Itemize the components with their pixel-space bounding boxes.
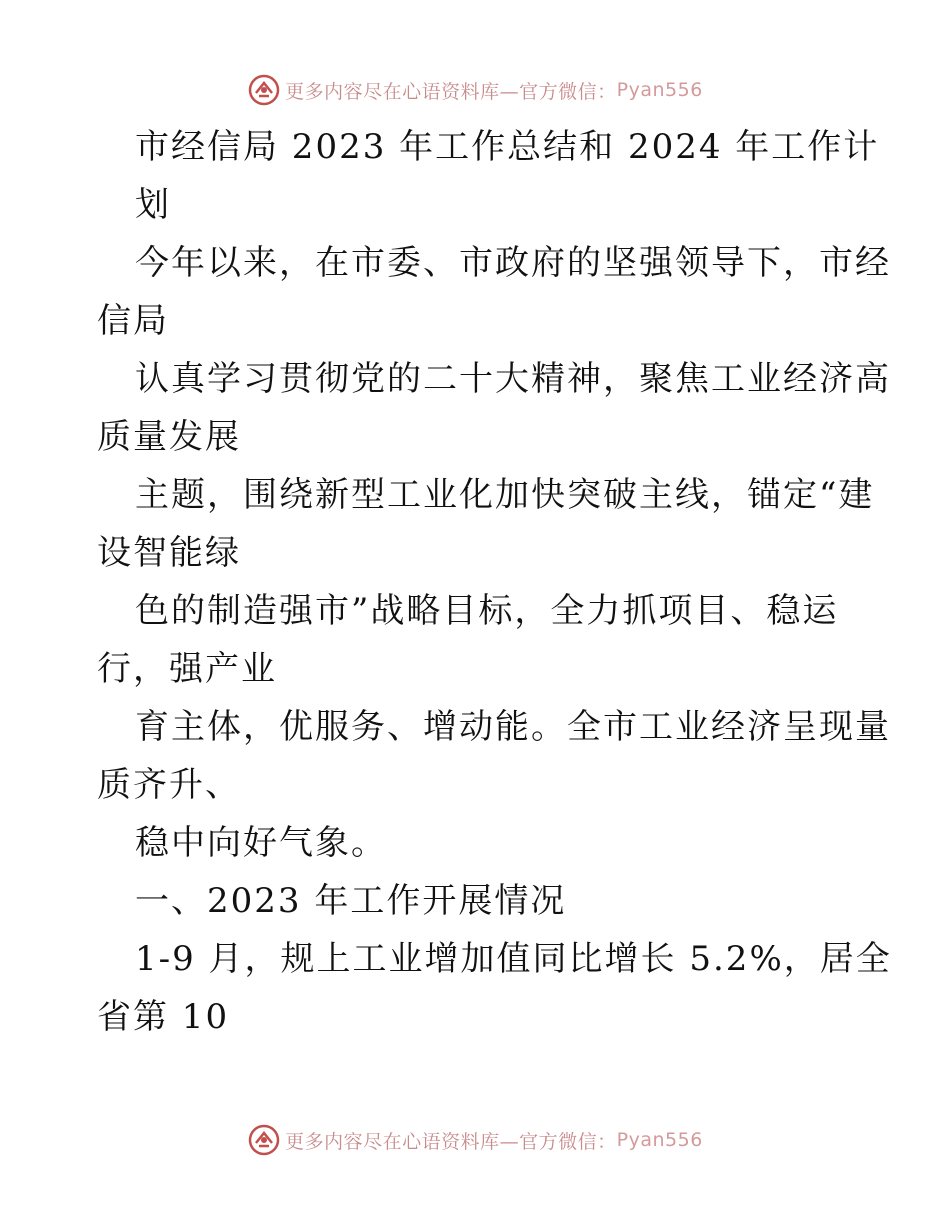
- watermark-text: 更多内容尽在心语资料库—官方微信：: [285, 1130, 617, 1153]
- text-line: 质齐升、: [97, 765, 241, 805]
- text-line: 市经信局 2023 年工作总结和 2024 年工作计: [135, 127, 880, 167]
- text-line: 色的制造强市”战略目标，全力抓项目、稳运: [135, 591, 839, 631]
- text-line: 信局: [97, 301, 169, 341]
- text-line: 划: [135, 185, 171, 225]
- text-line: 省第 10: [97, 997, 230, 1037]
- seal-logo-icon: [247, 1123, 281, 1157]
- watermark-wechat-id: Pyan556: [616, 79, 703, 101]
- document-body: [97, 118, 892, 1046]
- text-line: 主题，围绕新型工业化加快突破主线，锚定“建: [135, 475, 875, 515]
- text-line: 育主体，优服务、增动能。全市工业经济呈现量: [135, 707, 891, 747]
- watermark-footer: [0, 1120, 950, 1160]
- text-line: 行，强产业: [97, 649, 277, 689]
- text-line: 质量发展: [97, 417, 241, 457]
- text-line: 稳中向好气象。: [135, 823, 387, 863]
- watermark-wechat-id: Pyan556: [616, 1129, 703, 1151]
- text-line: 今年以来，在市委、市政府的坚强领导下，市经: [135, 243, 891, 283]
- watermark-header: [0, 70, 950, 110]
- text-line: 认真学习贯彻党的二十大精神，聚焦工业经济高: [135, 359, 891, 399]
- text-line: 一、2023 年工作开展情况: [135, 881, 567, 921]
- seal-logo-icon: [247, 73, 281, 107]
- watermark-text: 更多内容尽在心语资料库—官方微信：: [285, 80, 617, 103]
- text-line: 设智能绿: [97, 533, 241, 573]
- text-line: 1-9 月，规上工业增加值同比增长 5.2%，居全: [135, 939, 892, 979]
